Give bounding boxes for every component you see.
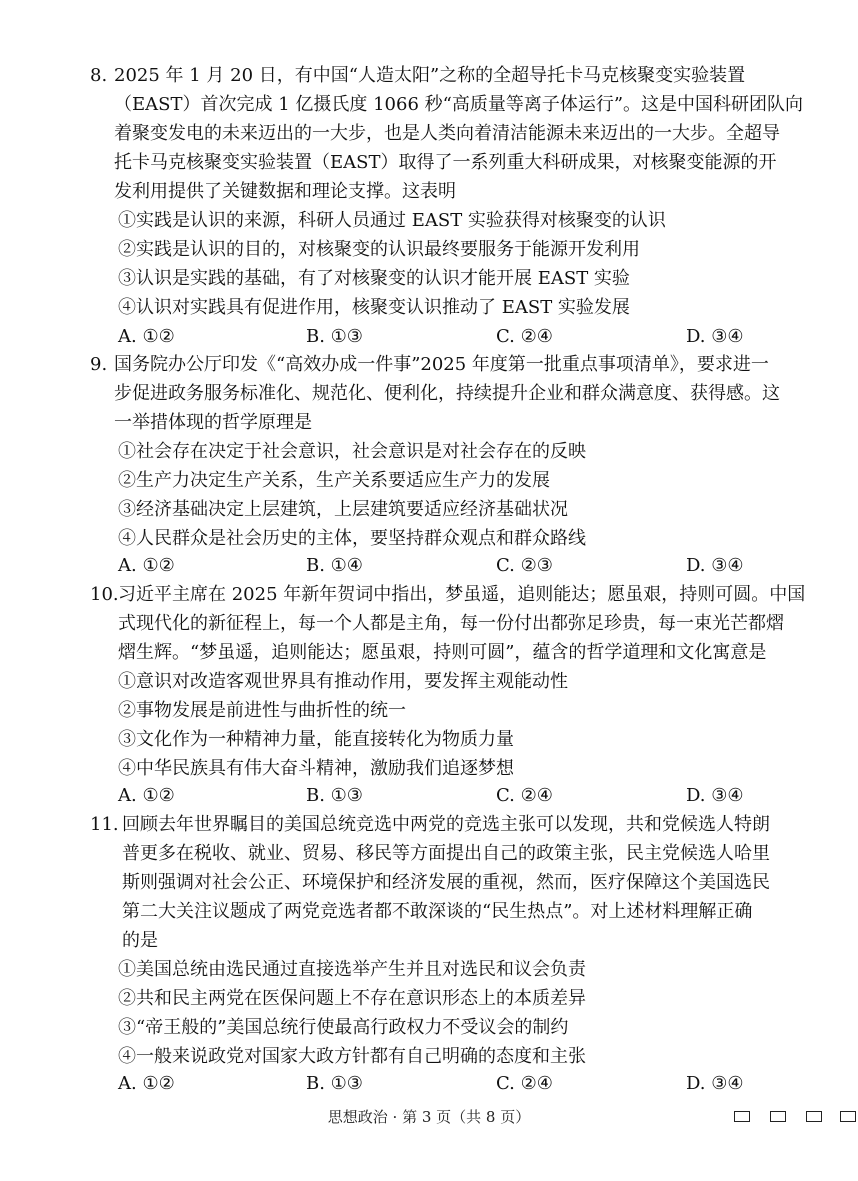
choice-b[interactable]: B. ①④ [306,555,363,576]
question-stem-line: 着聚变发电的未来迈出的一大步，也是人类向着清洁能源未来迈出的一大步。全超导 [114,123,780,144]
choice-c[interactable]: C. ②④ [496,326,553,347]
checkbox-square-icon [734,1111,750,1122]
statement-option: ②生产力决定生产关系，生产关系要适应生产力的发展 [118,470,550,491]
choice-d[interactable]: D. ③④ [686,326,744,347]
question-stem-line: 步促进政务服务标准化、规范化、便利化，持续提升企业和群众满意度、获得感。这 [114,383,780,404]
statement-option: ③“帝王般的”美国总统行使最高行政权力不受议会的制约 [118,1017,569,1038]
choice-d[interactable]: D. ③④ [686,785,744,806]
answer-choices [118,325,778,349]
statement-option: ②事物发展是前进性与曲折性的统一 [118,700,406,721]
statement-option: ①社会存在决定于社会意识，社会意识是对社会存在的反映 [118,441,586,462]
question-stem-line: 2025 年 1 月 20 日，有中国“人造太阳”之称的全超导托卡马克核聚变实验装置 [114,65,746,86]
choice-a[interactable]: A. ①② [118,1073,175,1094]
choice-a[interactable]: A. ①② [118,785,175,806]
question-stem-line: 习近平主席在 2025 年新年贺词中指出，梦虽遥，追则能达；愿虽艰，持则可圆。中国 [118,584,806,605]
checkbox-square-icon [806,1111,822,1122]
choice-a[interactable]: A. ①② [118,555,175,576]
question-stem-line: （EAST）首次完成 1 亿摄氏度 1066 秒“高质量等离子体运行”。这是中国科研团队向 [114,94,804,115]
answer-choices [118,784,778,808]
page-footer: 思想政治 · 第 3 页（共 8 页） [327,1108,531,1126]
choice-a[interactable]: A. ①② [118,326,175,347]
statement-option: ①意识对改造客观世界具有推动作用，要发挥主观能动性 [118,671,568,692]
question-number: 10. [90,584,119,605]
statement-option: ④认识对实践具有促进作用，核聚变认识推动了 EAST 实验发展 [118,297,630,318]
answer-choices [118,1072,778,1096]
question-number: 9. [90,354,108,375]
question-stem-line: 托卡马克核聚变实验装置（EAST）取得了一系列重大科研成果，对核聚变能源的开 [114,152,777,173]
checkbox-square-icon [770,1111,786,1122]
statement-option: ④中华民族具有伟大奋斗精神，激励我们追逐梦想 [118,758,514,779]
statement-option: ①实践是认识的来源，科研人员通过 EAST 实验获得对核聚变的认识 [118,210,666,231]
question-stem-line: 的是 [122,930,158,951]
question-stem-line: 熠生辉。“梦虽遥，追则能达；愿虽艰，持则可圆”，蕴含的哲学道理和文化寓意是 [118,642,767,663]
choice-b[interactable]: B. ①③ [306,785,363,806]
choice-b[interactable]: B. ①③ [306,1073,363,1094]
question-stem-line: 一举措体现的哲学原理是 [114,412,312,433]
answer-choices [118,554,778,578]
choice-b[interactable]: B. ①③ [306,326,363,347]
statement-option: ①美国总统由选民通过直接选举产生并且对选民和议会负责 [118,959,586,980]
question-stem-line: 国务院办公厅印发《“高效办成一件事”2025 年度第一批重点事项清单》，要求进一 [114,354,769,375]
statement-option: ③经济基础决定上层建筑，上层建筑要适应经济基础状况 [118,499,568,520]
choice-d[interactable]: D. ③④ [686,1073,744,1094]
question-number: 8. [90,65,108,86]
choice-c[interactable]: C. ②④ [496,1073,553,1094]
statement-option: ②共和民主两党在医保问题上不存在意识形态上的本质差异 [118,988,586,1009]
question-stem-line: 斯则强调对社会公正、环境保护和经济发展的重视，然而，医疗保障这个美国选民 [122,872,770,893]
checkbox-square-icon [840,1111,856,1122]
statement-option: ③文化作为一种精神力量，能直接转化为物质力量 [118,729,514,750]
statement-option: ②实践是认识的目的，对核聚变的认识最终要服务于能源开发利用 [118,239,640,260]
question-stem-line: 第二大关注议题成了两党竞选者都不敢深谈的“民生热点”。对上述材料理解正确 [122,901,753,922]
question-stem-line: 普更多在税收、就业、贸易、移民等方面提出自己的政策主张，民主党候选人哈里 [122,843,770,864]
choice-d[interactable]: D. ③④ [686,555,744,576]
statement-option: ④一般来说政党对国家大政方针都有自己明确的态度和主张 [118,1046,586,1067]
question-stem-line: 回顾去年世界瞩目的美国总统竞选中两党的竞选主张可以发现，共和党候选人特朗 [122,814,770,835]
statement-option: ③认识是实践的基础，有了对核聚变的认识才能开展 EAST 实验 [118,268,630,289]
question-stem-line: 发利用提供了关键数据和理论支撑。这表明 [114,181,456,202]
choice-c[interactable]: C. ②③ [496,555,553,576]
statement-option: ④人民群众是社会历史的主体，要坚持群众观点和群众路线 [118,528,586,549]
choice-c[interactable]: C. ②④ [496,785,553,806]
question-number: 11. [90,814,119,835]
question-stem-line: 式现代化的新征程上，每一个人都是主角，每一份付出都弥足珍贵，每一束光芒都熠 [118,613,784,634]
